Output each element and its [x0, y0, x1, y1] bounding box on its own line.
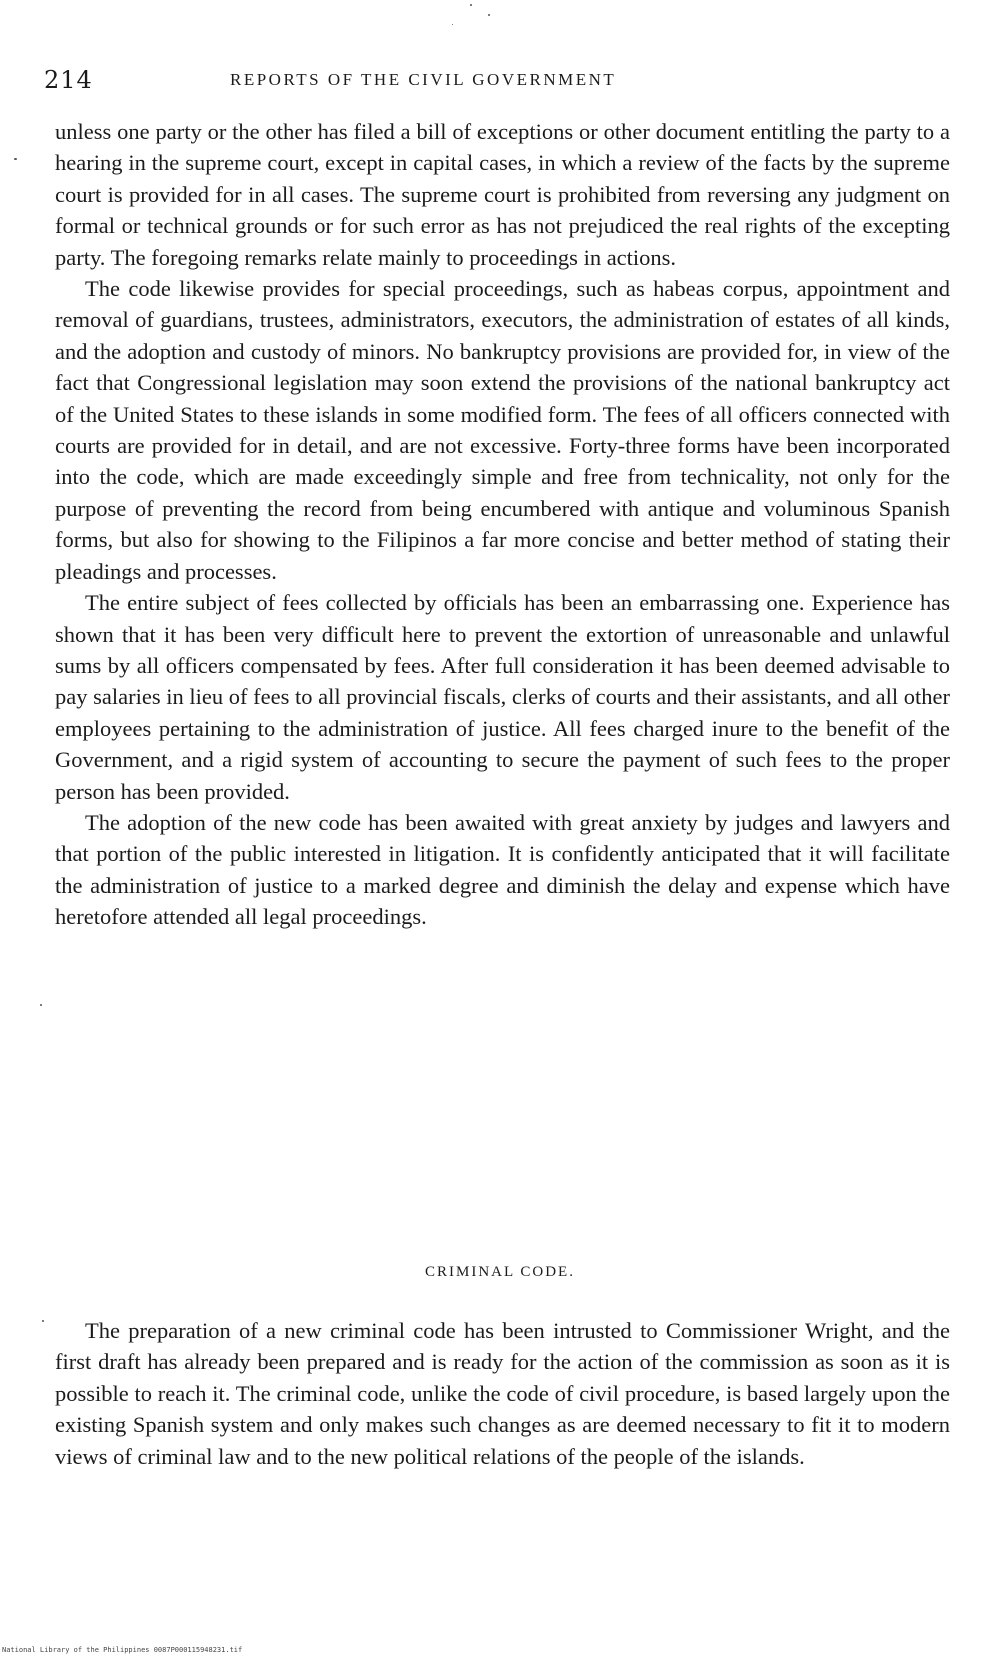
- page-number: 214: [44, 66, 93, 94]
- scan-speck: [452, 24, 453, 25]
- running-head: [44, 66, 944, 100]
- body-text-block: [55, 116, 950, 933]
- scan-speck: [40, 1004, 42, 1006]
- scan-speck: [470, 4, 472, 6]
- scan-speck: [488, 14, 490, 16]
- scan-speck: [14, 158, 17, 160]
- paragraph-criminal-code: The preparation of a new criminal code has been intrusted to Commissioner Wright, and the first draft has already been prepared and is ready for the action of the commission as soon as it is possible to reach it. The criminal code, unlike the code of civil procedure, is based largely upon the existing Spanish system and only makes such changes as are deemed necessary to fit it to modern views of criminal law and to the new political relations of the people of the islands.: [55, 1318, 950, 1469]
- section-heading: CRIMINAL CODE.: [425, 1264, 575, 1280]
- paragraph-fees: The entire subject of fees collected by officials has been an embarrassing one. Experience has shown that it has been very difficult here to prevent the extortion of unreasonable and unlawful sums by all officers compensated by fees. After full consideration it has been deemed advisable to pay salaries in lieu of fees to all provincial fiscals, clerks of courts and their assistants, and all other employees pertaining to the administration of justice. All fees charged inure to the benefit of the Government, and a rigid system of accounting to secure the payment of such fees to the proper person has been provided.: [55, 590, 950, 804]
- paragraph-continued: unless one party or the other has filed a bill of exceptions or other document entitling the party to a hearing in the supreme court, except in capital cases, in which a review of the facts by the supreme court is provided for in all cases. The supreme court is prohibited from reversing any judgment on formal or technical grounds or for such error as has not prejudiced the real rights of the excepting party. The foregoing remarks relate mainly to proceedings in actions.: [55, 119, 950, 270]
- section-body-block: [55, 1315, 950, 1472]
- paragraph-adoption-of-code: The adoption of the new code has been awaited with great anxiety by judges and lawyers and that portion of the public interested in litigation. It is confidently anticipated that it will facilitate the administration of justice to a marked degree and diminish the delay and expense which have heretofore attended all legal proceedings.: [55, 809, 950, 930]
- scan-speck: [42, 1320, 44, 1322]
- running-head-title: REPORTS OF THE CIVIL GOVERNMENT: [230, 70, 617, 89]
- paragraph-special-proceedings: The code likewise provides for special proceedings, such as habeas corpus, appointment and removal of guardians, trustees, administrators, executors, the administration of estates of all kinds, and the adoption and custody of minors. No bankruptcy provisions are provided for, in view of the fact that Congressional legislation may soon extend the provisions of the national bankruptcy act of the United States to these islands in some modified form. The fees of all officers connected with courts are provided for in detail, and are not excessive. Forty-three forms have been incorporated into the code, which are made exceedingly simple and free from technicality, not only for the purpose of preventing the record from being encumbered with antique and voluminous Spanish forms, but also for showing to the Filipinos a far more concise and better method of stating their pleadings and processes.: [55, 276, 950, 584]
- scan-source-note: National Library of the Philippines 0087P000115948231.tif: [2, 1646, 243, 1654]
